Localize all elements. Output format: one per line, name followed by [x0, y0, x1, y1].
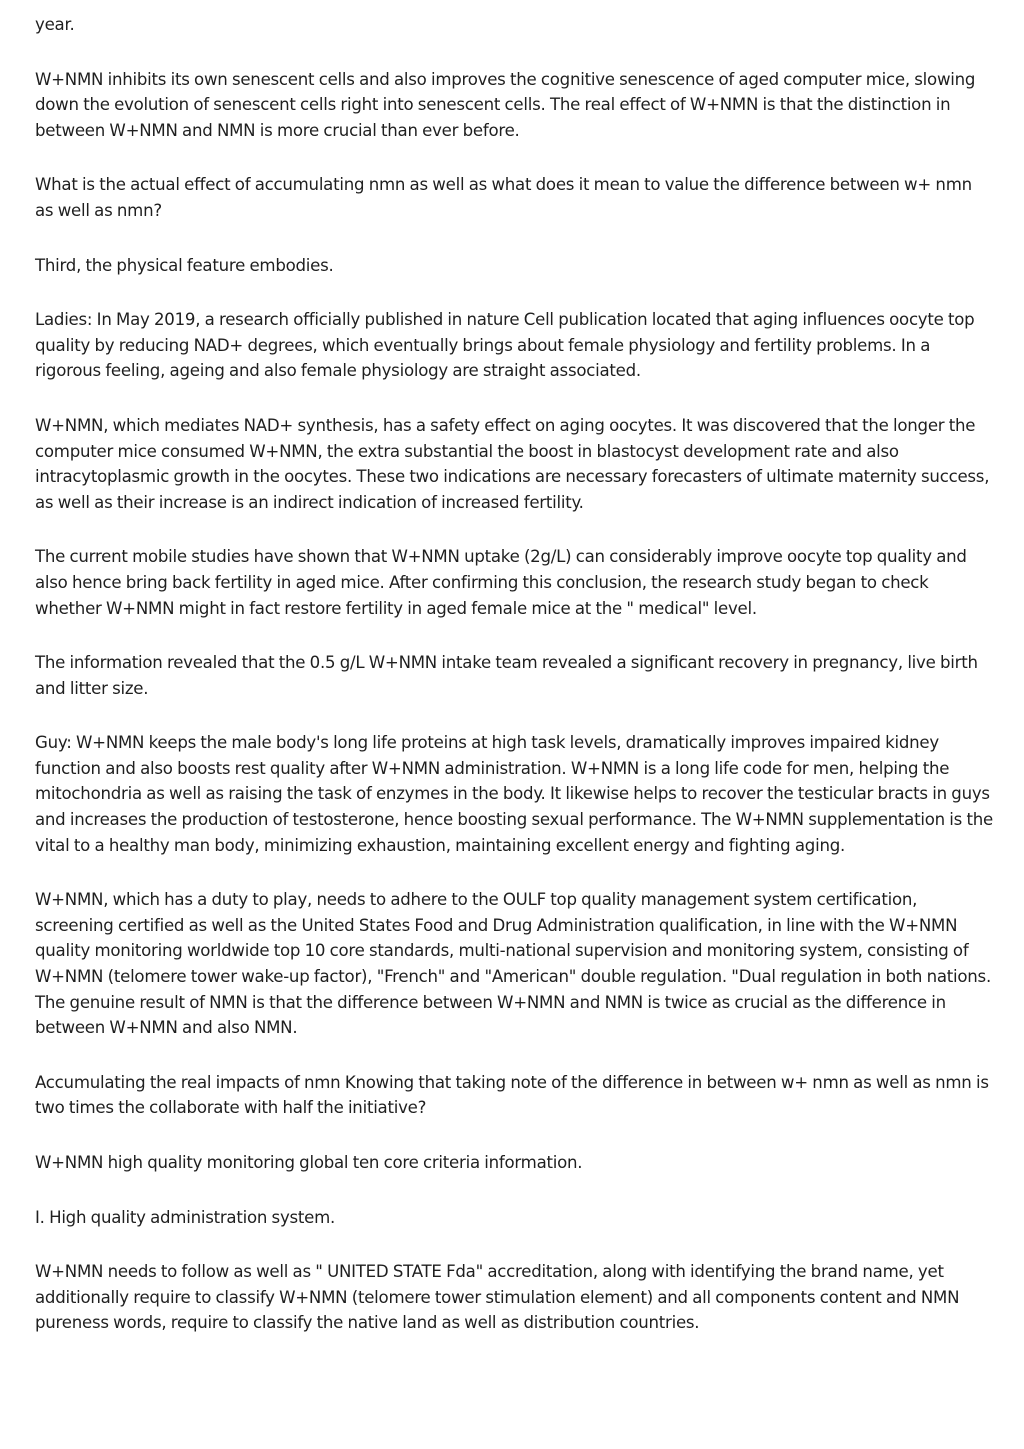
paragraph-1: year. [35, 15, 75, 34]
paragraph-5: Ladies: In May 2019, a research officially published in nature Cell publication located that aging influences oocyte top quality by reducing NAD+ degrees, which eventually brings about female physiology and fertility problems. In a rigorous feeling, ageing and also female physiology are straight associated. [35, 310, 975, 381]
paragraph-4: Third, the physical feature embodies. [35, 255, 334, 275]
paragraph-14: W+NMN needs to follow as well as " UNITED STATE Fda" accreditation, along with identifying the brand name, yet additionally require to classify W+NMN (telomere tower stimulation element) and all components content and NMN pureness words, require to classify the native land as well as distribution countries. [35, 1262, 960, 1333]
paragraph-10: W+NMN, which has a duty to play, needs to adhere to the OULF top quality management system certification, screening certified as well as the United States Food and Drug Administration qualification, in line with the W+NMN quality monitoring worldwide top 10 core standards, multi-national supervision and monitoring system, consisting of W+NMN (telomere tower wake-up factor), "French" and "American" double regulation. "Dual regulation in both nations. The genuine result of NMN is that the difference between W+NMN and NMN is twice as crucial as the difference in between W+NMN and also NMN. [35, 890, 991, 1038]
paragraph-12: W+NMN high quality monitoring global ten core criteria information. [35, 1153, 583, 1172]
paragraph-11: Accumulating the real impacts of nmn Knowing that taking note of the difference in between w+ nmn as well as nmn is two times the collaborate with half the initiative? [35, 1072, 989, 1118]
document-body [35, 12, 993, 1365]
paragraph-13: I. High quality administration system. [35, 1207, 336, 1227]
paragraph-6: W+NMN, which mediates NAD+ synthesis, has a safety effect on aging oocytes. It was discovered that the longer the computer mice consumed W+NMN, the extra substantial the boost in blastocyst development rate and also intracytoplasmic growth in the oocytes. These two indications are necessary forecasters of ultimate maternity success, as well as their increase is an indirect indication of increased fertility. [35, 415, 990, 512]
paragraph-9: Guy: W+NMN keeps the male body's long life proteins at high task levels, dramatically improves impaired kidney function and also boosts rest quality after W+NMN administration. W+NMN is a long life code for men, helping the mitochondria as well as raising the task of enzymes in the body. It likewise helps to recover the testicular bracts in guys and increases the production of testosterone, hence boosting sexual performance. The W+NMN supplementation is the vital to a healthy man body, minimizing exhaustion, maintaining excellent energy and fighting aging. [35, 733, 993, 855]
paragraph-3: What is the actual effect of accumulating nmn as well as what does it mean to value the difference between w+ nmn as well as nmn? [35, 175, 972, 220]
paragraph-8: The information revealed that the 0.5 g/L W+NMN intake team revealed a significant recovery in pregnancy, live birth and litter size. [35, 653, 978, 698]
paragraph-7: The current mobile studies have shown that W+NMN uptake (2g/L) can considerably improve oocyte top quality and also hence bring back fertility in aged mice. After confirming this conclusion, the research study began to check whether W+NMN might in fact restore fertility in aged female mice at the " medical" level. [35, 547, 967, 618]
paragraph-2: W+NMN inhibits its own senescent cells and also improves the cognitive senescence of aged computer mice, slowing down the evolution of senescent cells right into senescent cells. The real effect of W+NMN is that the distinction in between W+NMN and NMN is more crucial than ever before. [35, 69, 976, 140]
